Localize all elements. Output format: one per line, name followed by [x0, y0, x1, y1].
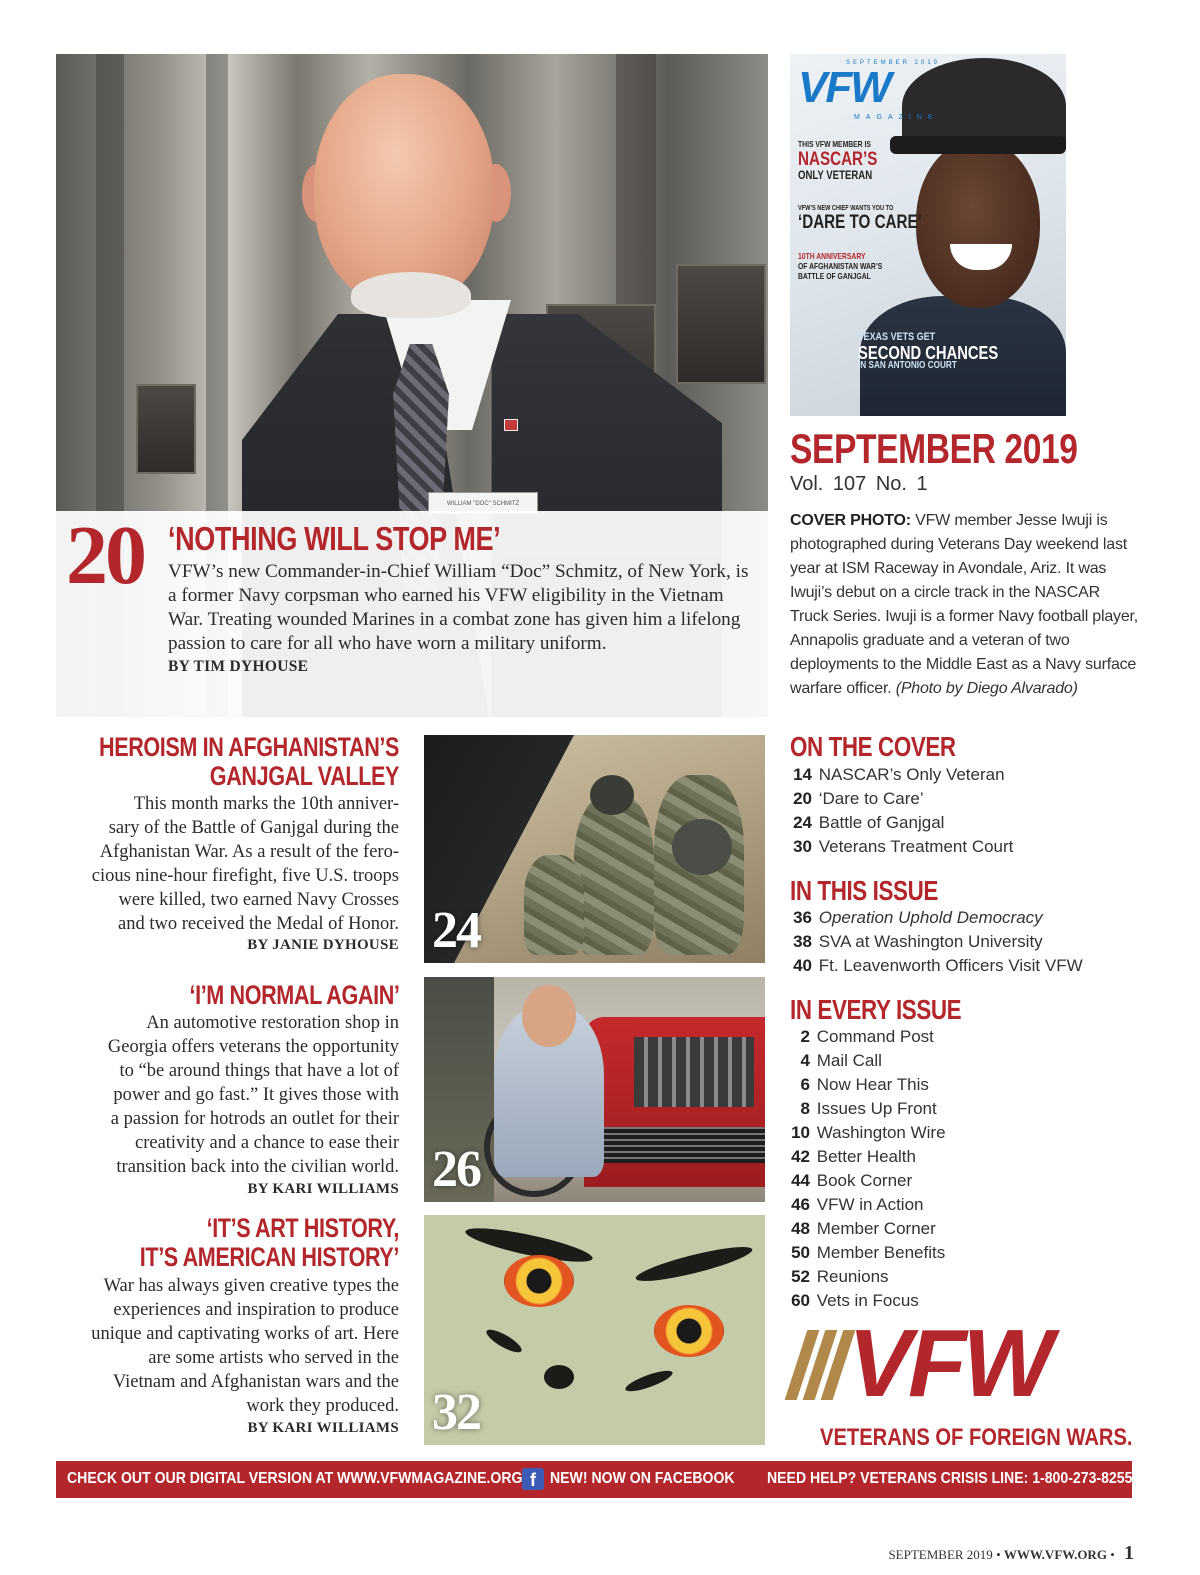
footer-date: SEPTEMBER 2019 — [888, 1547, 993, 1562]
toc-item[interactable] — [790, 1217, 946, 1241]
cover-line: NASCAR’S — [798, 149, 878, 170]
cover-magazine-label: MAGAZINE — [854, 114, 939, 121]
toc-page: 40 — [793, 956, 812, 975]
desc-line: work they produced. — [246, 1396, 399, 1416]
article-title-line: HEROISM IN AFGHANISTAN’S — [98, 732, 399, 762]
desc-line: Afghanistan War. As a result of the fero- — [99, 842, 399, 862]
cover-logo: VFW — [798, 63, 890, 112]
desc-line: power and go fast.” It gives those with — [113, 1085, 399, 1105]
toc-title: Operation Uphold Democracy — [818, 908, 1043, 927]
desc-line: creativity and a chance to ease their — [135, 1133, 399, 1153]
toc-page: 24 — [793, 813, 812, 832]
desc-line: cious nine-hour firefight, five U.S. troops — [91, 866, 399, 886]
logo-wordmark: VFW — [848, 1310, 1050, 1417]
promo-banner — [56, 1461, 1132, 1498]
toc-item[interactable] — [790, 1121, 946, 1145]
article-title-line: ‘I’M NORMAL AGAIN’ — [189, 980, 399, 1010]
toc-title: Member Corner — [816, 1219, 936, 1238]
cover-line: BATTLE OF GANJGAL — [798, 271, 871, 281]
toc-item[interactable] — [790, 1025, 946, 1049]
article-title-line: IT’S AMERICAN HISTORY’ — [139, 1242, 399, 1272]
article-title[interactable] — [140, 1214, 399, 1272]
toc-title: NASCAR’s Only Veteran — [818, 765, 1005, 784]
toc-item[interactable] — [790, 1097, 946, 1121]
name-tag: WILLIAM "DOC" SCHMITZ — [428, 492, 538, 514]
cover-line: THIS VFW MEMBER IS — [798, 139, 871, 149]
desc-line: An automotive restoration shop in — [146, 1013, 399, 1033]
article-title-line: ‘IT’S ART HISTORY, — [206, 1213, 399, 1243]
article-byline: BY KARI WILLIAMS — [247, 1181, 399, 1197]
toc-page: 8 — [800, 1099, 810, 1118]
cover-line: ONLY VETERAN — [798, 168, 873, 182]
cover-photo-text: VFW member Jesse Iwuji is photographed during Veterans Day weekend last year at ISM Raceway in Avondale, Ariz. It was Iwuji’s debut on a circle track in the NASCAR Truck Series. Iwuji is a former Navy football player, Annapolis graduate and a veteran of two deployments to the Middle East as a Navy surface warfare officer. — [790, 512, 1139, 697]
toc-page: 60 — [791, 1291, 810, 1310]
toc-item[interactable] — [790, 1241, 946, 1265]
toc-page: 10 — [791, 1123, 810, 1142]
article-byline: BY KARI WILLIAMS — [247, 1420, 399, 1436]
feature-page-number: 20 — [66, 509, 144, 602]
desc-line: War has always given creative types the — [103, 1276, 399, 1296]
feature-title[interactable]: ‘NOTHING WILL STOP ME’ — [168, 520, 501, 557]
facebook-link[interactable]: NEW! NOW ON FACEBOOK — [550, 1470, 735, 1487]
toc-page: 50 — [791, 1243, 810, 1262]
desc-line: and two received the Medal of Honor. — [117, 914, 399, 934]
toc-title: VFW in Action — [816, 1195, 924, 1214]
cover-line: 10TH ANNIVERSARY — [798, 251, 866, 261]
toc-title: Command Post — [816, 1027, 934, 1046]
desc-line: This month marks the 10th anniver- — [133, 794, 399, 814]
page-number: 1 — [1124, 1542, 1134, 1564]
feature-byline: BY TIM DYHOUSE — [168, 658, 309, 675]
toc-item[interactable] — [790, 1169, 946, 1193]
cover-line: TEXAS VETS GET — [858, 331, 936, 343]
toc-item[interactable] — [790, 1265, 946, 1289]
facebook-icon[interactable]: f — [522, 1468, 544, 1490]
cover-line: ‘DARE TO CARE’ — [798, 212, 922, 233]
cover-line: VFW’S NEW CHIEF WANTS YOU TO — [798, 205, 894, 212]
article-photo-art[interactable] — [424, 1215, 765, 1445]
toc-item[interactable] — [790, 1073, 946, 1097]
toc-page: 4 — [800, 1051, 810, 1070]
toc-title: Now Hear This — [816, 1075, 929, 1094]
cover-line: OF AFGHANISTAN WAR’S — [798, 261, 883, 271]
toc-item[interactable] — [790, 835, 1013, 859]
vfw-logo — [790, 1310, 1135, 1451]
footer-site[interactable]: WWW.VFW.ORG — [1003, 1547, 1107, 1562]
toc-item[interactable] — [790, 1049, 946, 1073]
article-page-number: 26 — [432, 1141, 480, 1198]
cover-line: IN SAN ANTONIO COURT — [858, 360, 957, 371]
toc-item[interactable] — [790, 1193, 946, 1217]
toc-title: Veterans Treatment Court — [818, 837, 1014, 856]
article-page-number: 24 — [432, 902, 480, 959]
toc-title: Ft. Leavenworth Officers Visit VFW — [818, 956, 1083, 975]
toc-title: ‘Dare to Care’ — [818, 789, 924, 808]
toc-title: Mail Call — [816, 1051, 882, 1070]
toc-title: Issues Up Front — [816, 1099, 937, 1118]
crisis-line-link[interactable]: NEED HELP? VETERANS CRISIS LINE: 1-800-273-8255 — [767, 1470, 1133, 1487]
cover-photo-credit: (Photo by Diego Alvarado) — [895, 680, 1078, 697]
toc-item[interactable] — [790, 787, 1013, 811]
toc-title: Better Health — [816, 1147, 916, 1166]
digital-version-link[interactable]: CHECK OUT OUR DIGITAL VERSION AT WWW.VFWMAGAZINE.ORG — [67, 1470, 523, 1487]
article-page-number: 32 — [432, 1384, 480, 1441]
toc-item[interactable] — [790, 906, 1083, 930]
toc-page: 42 — [791, 1147, 810, 1166]
desc-line: are some artists who served in the — [148, 1348, 399, 1368]
desc-line: were killed, two earned Navy Crosses — [118, 890, 399, 910]
toc-page: 44 — [791, 1171, 810, 1190]
toc-title: Book Corner — [816, 1171, 913, 1190]
feature-description: VFW’s new Commander-in-Chief William “Doc” Schmitz, of New York, is a former Navy corpsman who earned his VFW eligibility in the Vietnam War. Treating wounded Marines in a combat zone has given him a lifelong passion to care for all who have worn a military uniform. — [168, 561, 749, 654]
desc-line: to “be around things that have a lot of — [119, 1061, 399, 1081]
toc-item[interactable] — [790, 1145, 946, 1169]
desc-line: transition back into the civilian world. — [116, 1157, 399, 1177]
toc-page: 46 — [791, 1195, 810, 1214]
cover-line: SECOND CHANCES — [858, 343, 999, 363]
toc-page: 52 — [791, 1267, 810, 1286]
magazine-cover-image[interactable] — [790, 54, 1066, 416]
toc-title: Washington Wire — [816, 1123, 946, 1142]
toc-title: Reunions — [816, 1267, 889, 1286]
article-description — [91, 1274, 399, 1418]
in-this-issue-heading: IN THIS ISSUE — [790, 875, 938, 906]
on-the-cover-list — [790, 763, 1013, 859]
toc-page: 14 — [793, 765, 812, 784]
article-photo-hotrod[interactable] — [424, 977, 765, 1202]
on-the-cover-heading: ON THE COVER — [790, 731, 956, 762]
toc-page: 2 — [800, 1027, 810, 1046]
issue-volume: Vol. 107 No. 1 — [790, 473, 928, 495]
article-title[interactable] — [99, 733, 399, 791]
in-this-issue-list — [790, 906, 1083, 978]
desc-line: experiences and inspiration to produce — [113, 1300, 399, 1320]
toc-item[interactable] — [790, 763, 1013, 787]
desc-line: unique and captivating works of art. Here — [91, 1324, 399, 1344]
toc-title: Battle of Ganjgal — [818, 813, 945, 832]
article-byline: BY JANIE DYHOUSE — [247, 937, 399, 953]
article-description — [108, 1011, 399, 1179]
toc-page: 6 — [800, 1075, 810, 1094]
cover-photo-caption — [790, 509, 1140, 701]
desc-line: Georgia offers veterans the opportunity — [107, 1037, 399, 1057]
article-title[interactable] — [189, 981, 399, 1010]
in-every-issue-list — [790, 1025, 946, 1313]
page-footer: SEPTEMBER 2019 • WWW.VFW.ORG • 1 — [888, 1542, 1134, 1564]
toc-page: 20 — [793, 789, 812, 808]
issue-date: SEPTEMBER 2019 — [790, 425, 1078, 472]
toc-title: Member Benefits — [816, 1243, 946, 1262]
cover-photo-label: COVER PHOTO: — [790, 512, 911, 529]
logo-tagline: VETERANS OF FOREIGN WARS. — [820, 1424, 1133, 1451]
toc-page: 38 — [793, 932, 812, 951]
toc-title: SVA at Washington University — [818, 932, 1043, 951]
article-photo-afghanistan[interactable] — [424, 735, 765, 963]
toc-item[interactable] — [790, 954, 1083, 978]
toc-page: 36 — [793, 908, 812, 927]
toc-title: Vets in Focus — [816, 1291, 919, 1310]
desc-line: sary of the Battle of Ganjgal during the — [108, 818, 399, 838]
toc-item[interactable] — [790, 930, 1083, 954]
cover-date: SEPTEMBER 2019 — [846, 60, 941, 66]
toc-item[interactable] — [790, 811, 1013, 835]
article-description — [92, 792, 399, 936]
desc-line: Vietnam and Afghanistan wars and the — [112, 1372, 399, 1392]
desc-line: a passion for hotrods an outlet for their — [110, 1109, 399, 1129]
toc-page: 30 — [793, 837, 812, 856]
toc-page: 48 — [791, 1219, 810, 1238]
article-title-line: GANJGAL VALLEY — [209, 761, 399, 791]
in-every-issue-heading: IN EVERY ISSUE — [790, 994, 962, 1025]
